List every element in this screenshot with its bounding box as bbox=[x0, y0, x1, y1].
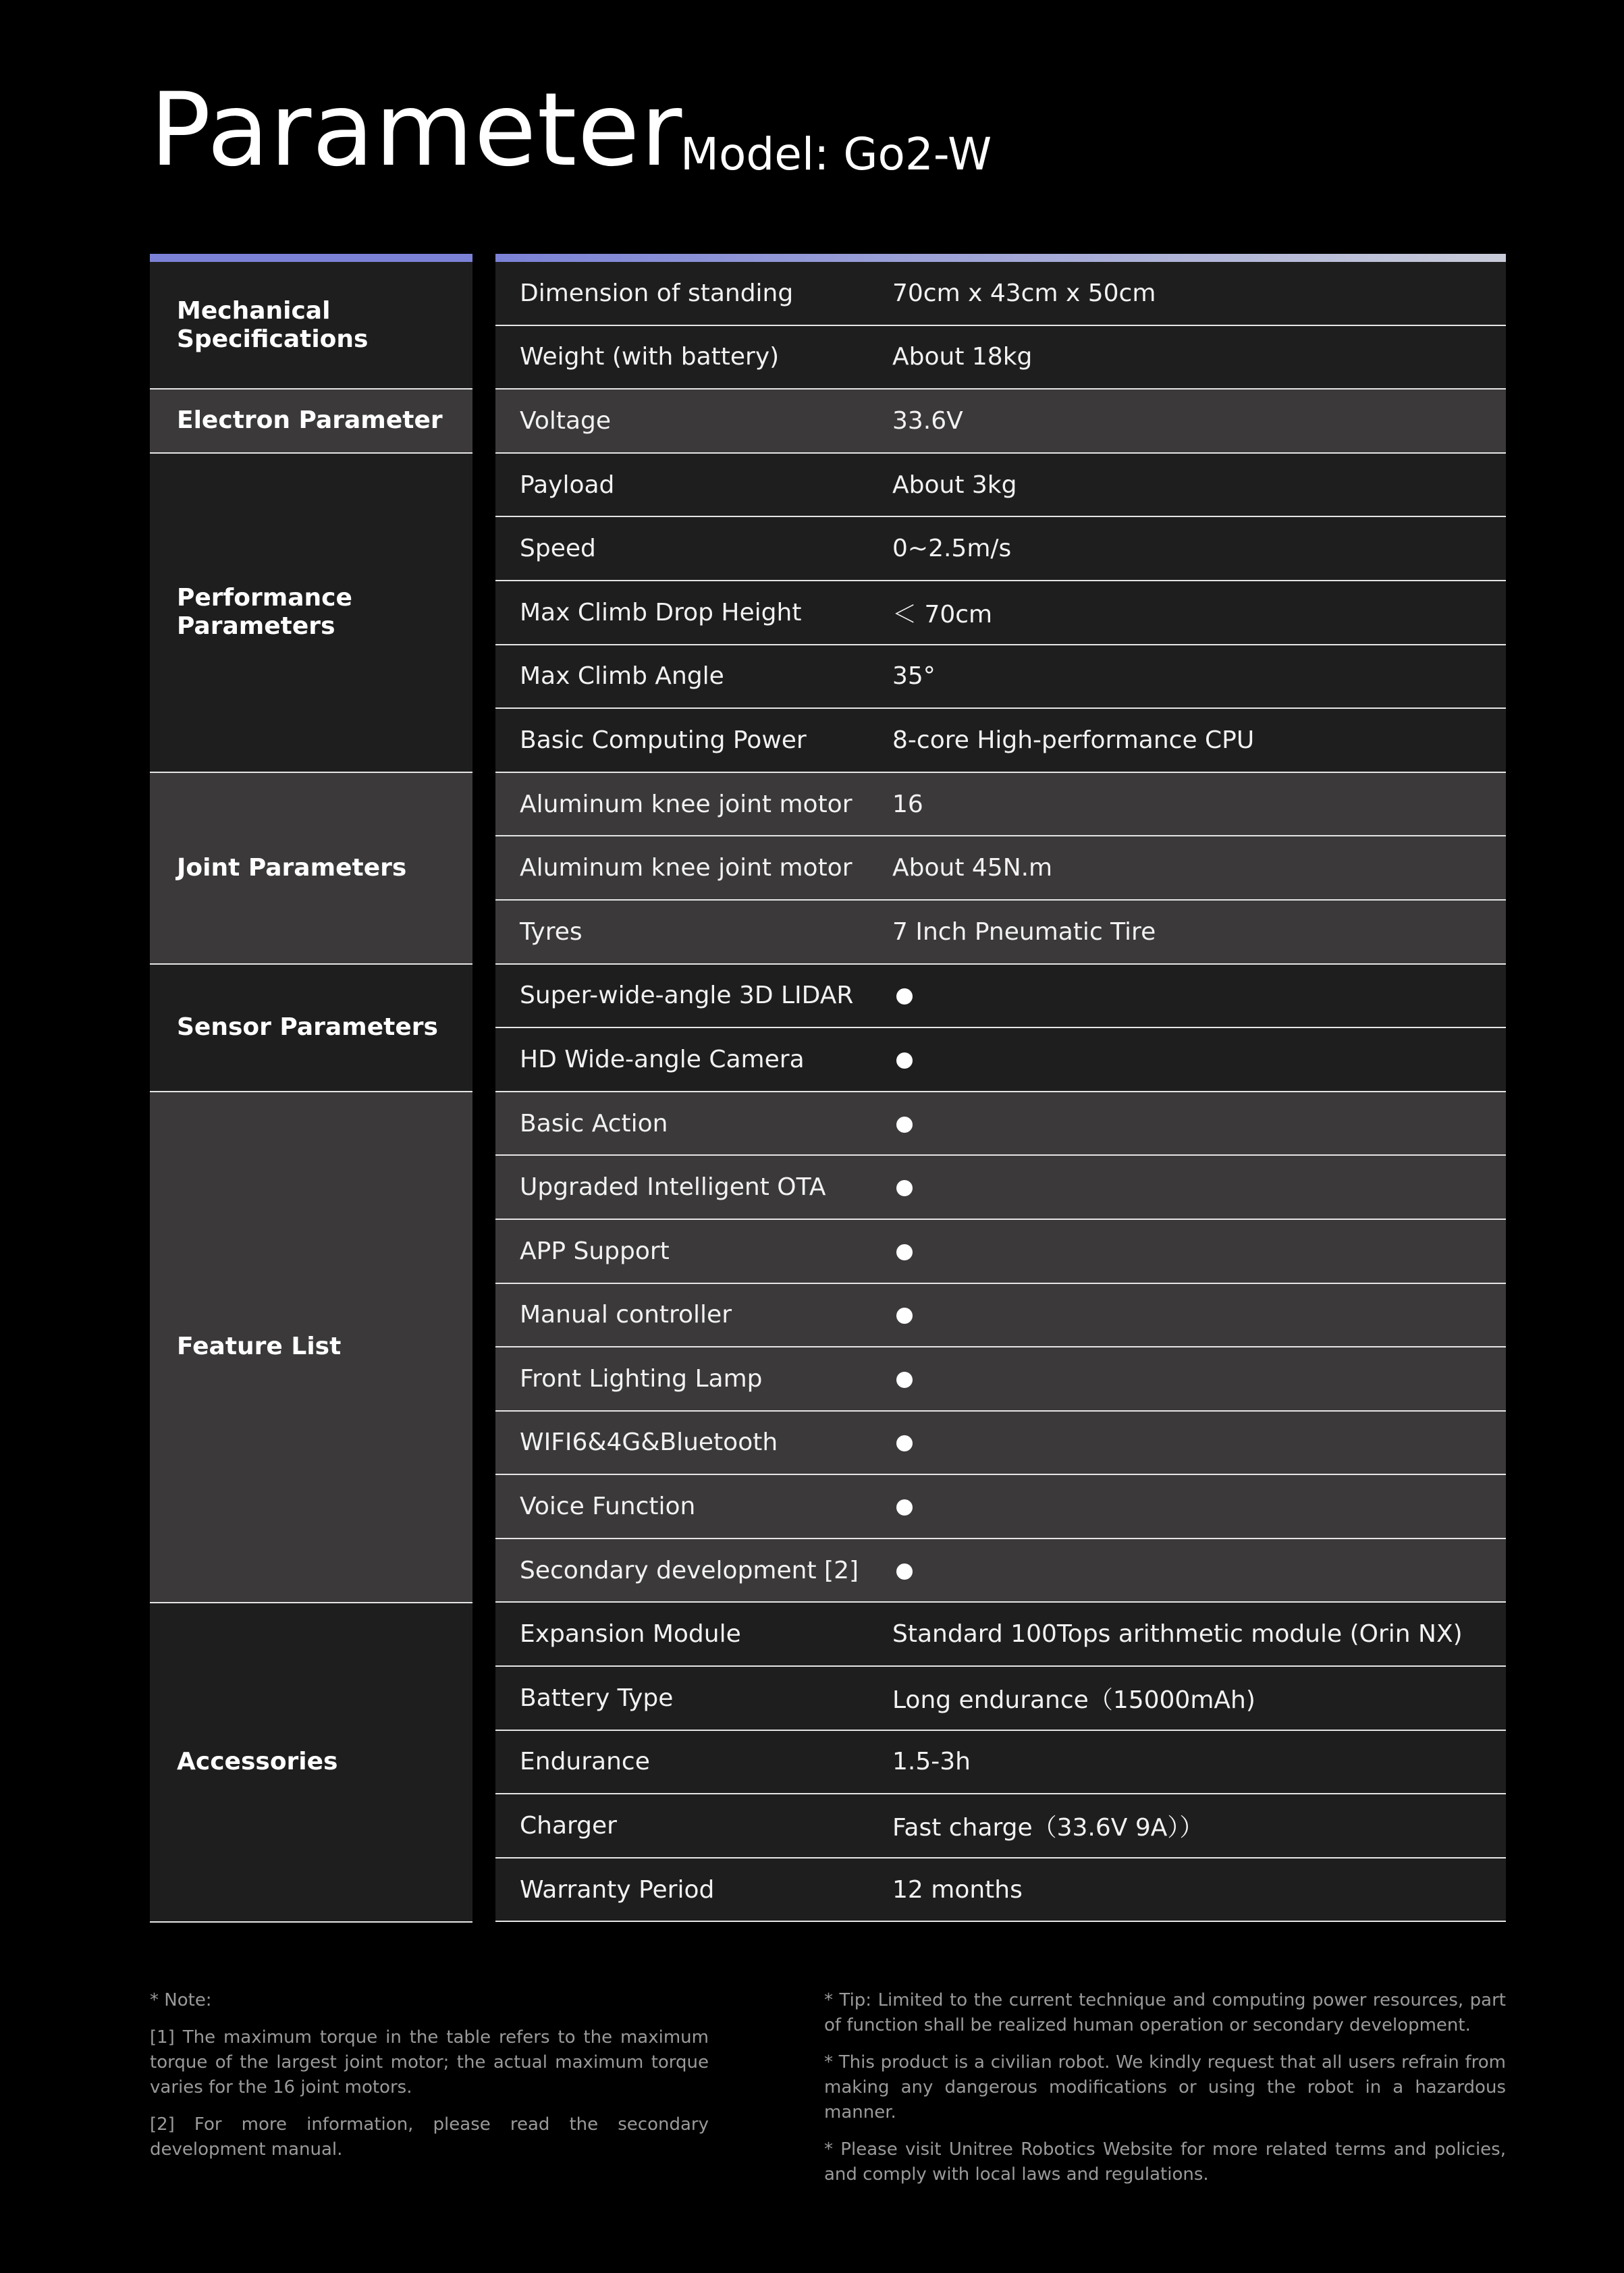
row-key: Speed bbox=[520, 535, 596, 563]
row-key: Front Lighting Lamp bbox=[520, 1364, 763, 1393]
row-key: Voltage bbox=[520, 406, 612, 435]
category-label: Accessories bbox=[177, 1748, 338, 1776]
table-row bbox=[495, 1731, 1506, 1795]
note-paragraph: [2] For more information, please read the secondary development manual. bbox=[150, 2114, 709, 2160]
supported-dot-icon bbox=[896, 1180, 913, 1196]
category-cell bbox=[150, 965, 472, 1092]
supported-dot-icon bbox=[896, 1244, 913, 1260]
table-row bbox=[495, 326, 1506, 390]
category-accent-bar bbox=[150, 254, 472, 262]
row-value: 16 bbox=[892, 790, 923, 818]
table-row bbox=[495, 965, 1506, 1029]
table-row bbox=[495, 645, 1506, 710]
row-value: Fast charge（33.6V 9A）） bbox=[892, 1814, 1204, 1842]
row-value: Standard 100Tops arithmetic module (Orin NX) bbox=[892, 1620, 1463, 1649]
row-value bbox=[892, 982, 1506, 1009]
row-value bbox=[892, 1110, 1506, 1138]
supported-dot-icon bbox=[896, 1372, 913, 1388]
supported-dot-icon bbox=[896, 1499, 913, 1516]
table-row bbox=[495, 836, 1506, 901]
table-row bbox=[495, 901, 1506, 965]
row-key: Super-wide-angle 3D LIDAR bbox=[520, 982, 854, 1010]
category-label: Electron Parameter bbox=[177, 406, 443, 435]
table-row bbox=[495, 1603, 1506, 1667]
table-row bbox=[495, 1220, 1506, 1284]
row-key: HD Wide-angle Camera bbox=[520, 1045, 805, 1073]
row-key: WIFI6&4G&Bluetooth bbox=[520, 1428, 778, 1457]
supported-dot-icon bbox=[896, 1052, 913, 1069]
row-value bbox=[892, 1428, 1506, 1456]
row-key: Expansion Module bbox=[520, 1620, 741, 1649]
row-value bbox=[892, 1493, 1506, 1520]
note-paragraph: * This product is a civilian robot. We kindly request that all users refrain from making any dangerous modifications or using the robot in a hazardous manner. bbox=[824, 2052, 1506, 2122]
table-row bbox=[495, 262, 1506, 326]
table-row bbox=[495, 390, 1506, 454]
supported-dot-icon bbox=[896, 988, 913, 1005]
row-value: About 45N.m bbox=[892, 854, 1053, 882]
note-paragraph: * Please visit Unitree Robotics Website for more related terms and policies, and comply with local laws and regulations. bbox=[824, 2139, 1506, 2185]
row-value bbox=[892, 1046, 1506, 1073]
table-row bbox=[495, 1794, 1506, 1858]
row-value: 33.6V bbox=[892, 406, 963, 435]
category-cell bbox=[150, 773, 472, 965]
row-value: 12 months bbox=[892, 1875, 1023, 1904]
row-key: Manual controller bbox=[520, 1301, 732, 1329]
row-key: Charger bbox=[520, 1812, 617, 1840]
supported-dot-icon bbox=[896, 1117, 913, 1133]
row-value: ＜ 70cm bbox=[892, 600, 993, 629]
row-key: Aluminum knee joint motor bbox=[520, 790, 852, 818]
table-row bbox=[495, 1667, 1506, 1731]
model-subtitle: Model: Go2-W bbox=[680, 128, 992, 180]
notes-right bbox=[824, 1988, 1506, 2199]
supported-dot-icon bbox=[896, 1435, 913, 1451]
table-row bbox=[495, 517, 1506, 581]
category-cell bbox=[150, 262, 472, 390]
category-column bbox=[150, 254, 472, 1923]
row-value: 8-core High-performance CPU bbox=[892, 726, 1255, 754]
row-value: 7 Inch Pneumatic Tire bbox=[892, 917, 1156, 946]
row-key: Battery Type bbox=[520, 1684, 674, 1712]
row-value bbox=[892, 1237, 1506, 1265]
row-key: Secondary development [2] bbox=[520, 1556, 859, 1584]
supported-dot-icon bbox=[896, 1308, 913, 1324]
category-cell bbox=[150, 454, 472, 773]
note-paragraph: * Note: bbox=[150, 1990, 212, 2010]
row-value: About 18kg bbox=[892, 343, 1033, 371]
category-label: Performance Parameters bbox=[177, 584, 352, 641]
table-row bbox=[495, 1092, 1506, 1156]
table-row bbox=[495, 1412, 1506, 1476]
row-value bbox=[892, 1365, 1506, 1393]
row-value: About 3kg bbox=[892, 471, 1017, 499]
note-paragraph: * Tip: Limited to the current technique and computing power resources, part of function shall be realized human operation or secondary development. bbox=[824, 1990, 1506, 2035]
table-row bbox=[495, 773, 1506, 837]
row-key: Tyres bbox=[520, 917, 583, 946]
table-accent-bar bbox=[495, 254, 1506, 262]
row-value bbox=[892, 1173, 1506, 1201]
table-row bbox=[495, 1284, 1506, 1348]
category-cell bbox=[150, 1603, 472, 1923]
row-key: Weight (with battery) bbox=[520, 343, 780, 371]
row-value: 1.5-3h bbox=[892, 1748, 971, 1776]
page-title: Parameter bbox=[150, 72, 683, 189]
notes-left bbox=[150, 1988, 709, 2174]
row-value: 70cm x 43cm x 50cm bbox=[892, 279, 1156, 307]
table-row bbox=[495, 1028, 1506, 1092]
table-row bbox=[495, 1858, 1506, 1923]
row-key: Warranty Period bbox=[520, 1875, 715, 1904]
row-key: Max Climb Angle bbox=[520, 662, 724, 691]
category-label: Sensor Parameters bbox=[177, 1013, 438, 1042]
row-key: Upgraded Intelligent OTA bbox=[520, 1173, 826, 1202]
note-paragraph: [1] The maximum torque in the table refers to the maximum torque of the largest joint motor; the actual maximum torque varies for the 16 joint motors. bbox=[150, 2027, 709, 2097]
table-row bbox=[495, 1156, 1506, 1220]
row-key: Aluminum knee joint motor bbox=[520, 854, 852, 882]
category-label: Feature List bbox=[177, 1333, 342, 1361]
spec-table bbox=[495, 254, 1506, 1922]
table-row bbox=[495, 709, 1506, 773]
row-key: Endurance bbox=[520, 1748, 650, 1776]
row-key: Basic Action bbox=[520, 1109, 668, 1138]
table-row bbox=[495, 1475, 1506, 1539]
row-key: Dimension of standing bbox=[520, 279, 794, 307]
table-row bbox=[495, 1539, 1506, 1603]
category-cell bbox=[150, 390, 472, 454]
row-key: Max Climb Drop Height bbox=[520, 598, 802, 626]
table-row bbox=[495, 581, 1506, 645]
table-row bbox=[495, 1347, 1506, 1412]
category-label: Mechanical Specifications bbox=[177, 296, 369, 353]
row-value: 35° bbox=[892, 662, 936, 691]
row-value: Long endurance（15000mAh) bbox=[892, 1686, 1255, 1714]
row-value bbox=[892, 1557, 1506, 1584]
row-value bbox=[892, 1301, 1506, 1329]
row-key: Basic Computing Power bbox=[520, 726, 807, 754]
table-row bbox=[495, 454, 1506, 518]
category-label: Joint Parameters bbox=[177, 853, 407, 882]
row-key: Voice Function bbox=[520, 1493, 696, 1521]
category-cell bbox=[150, 1092, 472, 1603]
row-value: 0~2.5m/s bbox=[892, 535, 1012, 563]
row-key: APP Support bbox=[520, 1237, 670, 1265]
supported-dot-icon bbox=[896, 1563, 913, 1580]
row-key: Payload bbox=[520, 471, 615, 499]
